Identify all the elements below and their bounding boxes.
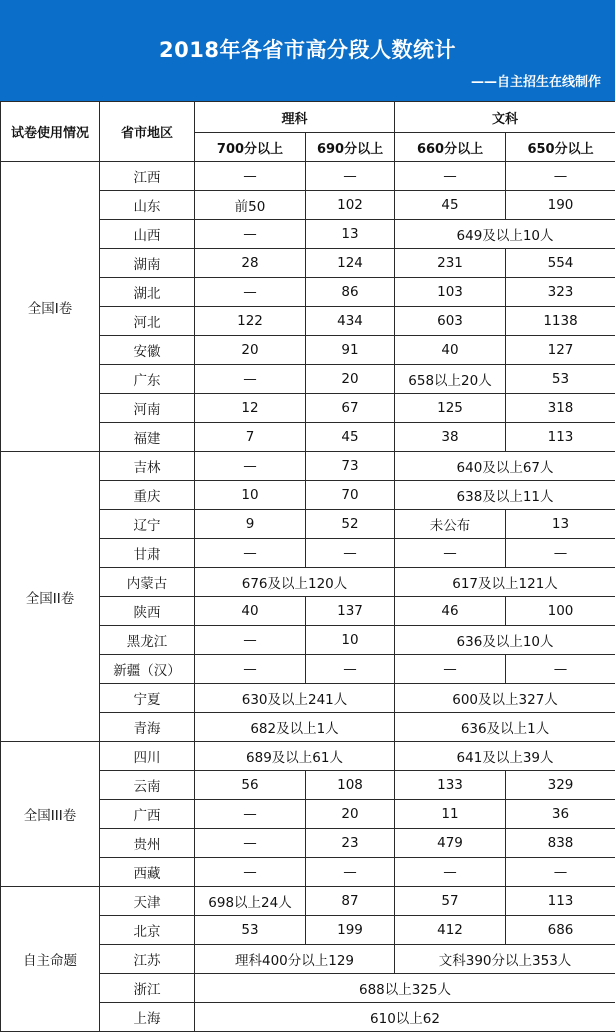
region-cell: 天津	[100, 887, 195, 916]
value-cell: —	[306, 655, 395, 684]
region-cell: 吉林	[100, 452, 195, 481]
region-cell: 上海	[100, 1003, 195, 1032]
value-cell: 20	[195, 336, 306, 365]
value-cell: 412	[395, 916, 506, 945]
region-cell: 青海	[100, 713, 195, 742]
value-cell: 53	[195, 916, 306, 945]
value-cell: 231	[395, 249, 506, 278]
value-cell: 113	[506, 887, 615, 916]
header-row-1	[1, 102, 615, 133]
region-cell: 江西	[100, 162, 195, 191]
region-cell: 山西	[100, 220, 195, 249]
value-cell: 610以上62	[195, 1003, 615, 1032]
region-cell: 江苏	[100, 945, 195, 974]
value-cell: —	[195, 220, 306, 249]
region-cell: 新疆（汉）	[100, 655, 195, 684]
score-table	[0, 101, 615, 1032]
region-cell: 甘肃	[100, 539, 195, 568]
value-cell: 641及以上39人	[395, 742, 615, 771]
value-cell: 20	[306, 800, 395, 829]
value-cell: —	[195, 278, 306, 307]
col-exam-type: 试卷使用情况	[1, 102, 100, 162]
value-cell: 未公布	[395, 510, 506, 539]
value-cell: 434	[306, 307, 395, 336]
value-cell: 13	[506, 510, 615, 539]
region-cell: 广西	[100, 800, 195, 829]
value-cell: 45	[306, 423, 395, 452]
value-cell: —	[195, 539, 306, 568]
col-science: 理科	[195, 102, 395, 133]
col-sci-700: 700分以上	[195, 133, 306, 162]
value-cell: 133	[395, 771, 506, 800]
value-cell: 10	[195, 481, 306, 510]
value-cell: —	[195, 829, 306, 858]
value-cell: 323	[506, 278, 615, 307]
region-cell: 安徽	[100, 336, 195, 365]
value-cell: 636及以上10人	[395, 626, 615, 655]
value-cell: 38	[395, 423, 506, 452]
value-cell: —	[195, 800, 306, 829]
value-cell: —	[506, 539, 615, 568]
value-cell: 689及以上61人	[195, 742, 395, 771]
value-cell: 13	[306, 220, 395, 249]
value-cell: 53	[506, 365, 615, 394]
value-cell: —	[195, 452, 306, 481]
value-cell: 638及以上11人	[395, 481, 615, 510]
region-cell: 黑龙江	[100, 626, 195, 655]
value-cell: 70	[306, 481, 395, 510]
region-cell: 陕西	[100, 597, 195, 626]
region-cell: 四川	[100, 742, 195, 771]
value-cell: 40	[395, 336, 506, 365]
value-cell: —	[395, 655, 506, 684]
region-cell: 内蒙古	[100, 568, 195, 597]
value-cell: —	[306, 539, 395, 568]
exam-group-label: 全国II卷	[1, 452, 100, 742]
region-cell: 西藏	[100, 858, 195, 887]
value-cell: —	[195, 162, 306, 191]
value-cell: 10	[306, 626, 395, 655]
region-cell: 广东	[100, 365, 195, 394]
value-cell: —	[395, 162, 506, 191]
value-cell: 1138	[506, 307, 615, 336]
value-cell: 87	[306, 887, 395, 916]
page-subtitle: ——自主招生在线制作	[470, 75, 601, 90]
value-cell: 20	[306, 365, 395, 394]
value-cell: 100	[506, 597, 615, 626]
value-cell: 67	[306, 394, 395, 423]
value-cell: 640及以上67人	[395, 452, 615, 481]
value-cell: —	[195, 626, 306, 655]
value-cell: 91	[306, 336, 395, 365]
banner-header	[0, 0, 615, 101]
col-region: 省市地区	[100, 102, 195, 162]
value-cell: 617及以上121人	[395, 568, 615, 597]
col-lib-660: 660分以上	[395, 133, 506, 162]
value-cell: 630及以上241人	[195, 684, 395, 713]
value-cell: —	[306, 162, 395, 191]
value-cell: 137	[306, 597, 395, 626]
value-cell: 理科400分以上129	[195, 945, 395, 974]
value-cell: —	[395, 858, 506, 887]
value-cell: 108	[306, 771, 395, 800]
value-cell: 698以上24人	[195, 887, 306, 916]
value-cell: 199	[306, 916, 395, 945]
table-row	[1, 162, 615, 191]
region-cell: 福建	[100, 423, 195, 452]
value-cell: 11	[395, 800, 506, 829]
value-cell: 56	[195, 771, 306, 800]
value-cell: 682及以上1人	[195, 713, 395, 742]
region-cell: 云南	[100, 771, 195, 800]
value-cell: 57	[395, 887, 506, 916]
region-cell: 湖南	[100, 249, 195, 278]
region-cell: 重庆	[100, 481, 195, 510]
value-cell: 838	[506, 829, 615, 858]
exam-group-label: 全国I卷	[1, 162, 100, 452]
value-cell: 文科390分以上353人	[395, 945, 615, 974]
value-cell: —	[506, 858, 615, 887]
value-cell: 86	[306, 278, 395, 307]
value-cell: 554	[506, 249, 615, 278]
value-cell: 前50	[195, 191, 306, 220]
value-cell: 46	[395, 597, 506, 626]
region-cell: 北京	[100, 916, 195, 945]
value-cell: 190	[506, 191, 615, 220]
value-cell: 9	[195, 510, 306, 539]
value-cell: —	[195, 365, 306, 394]
value-cell: —	[506, 655, 615, 684]
value-cell: 686	[506, 916, 615, 945]
region-cell: 辽宁	[100, 510, 195, 539]
value-cell: 12	[195, 394, 306, 423]
table-row	[1, 452, 615, 481]
value-cell: 102	[306, 191, 395, 220]
value-cell: 329	[506, 771, 615, 800]
region-cell: 河北	[100, 307, 195, 336]
value-cell: 52	[306, 510, 395, 539]
value-cell: 7	[195, 423, 306, 452]
value-cell: 40	[195, 597, 306, 626]
region-cell: 河南	[100, 394, 195, 423]
value-cell: 676及以上120人	[195, 568, 395, 597]
value-cell: 28	[195, 249, 306, 278]
value-cell: 113	[506, 423, 615, 452]
table-row	[1, 742, 615, 771]
value-cell: 649及以上10人	[395, 220, 615, 249]
value-cell: 318	[506, 394, 615, 423]
value-cell: 23	[306, 829, 395, 858]
exam-group-label: 自主命题	[1, 887, 100, 1032]
value-cell: —	[306, 858, 395, 887]
region-cell: 浙江	[100, 974, 195, 1003]
value-cell: 688以上325人	[195, 974, 615, 1003]
region-cell: 山东	[100, 191, 195, 220]
value-cell: 479	[395, 829, 506, 858]
value-cell: 36	[506, 800, 615, 829]
region-cell: 湖北	[100, 278, 195, 307]
col-liberal-arts: 文科	[395, 102, 615, 133]
value-cell: 636及以上1人	[395, 713, 615, 742]
region-cell: 贵州	[100, 829, 195, 858]
exam-group-label: 全国III卷	[1, 742, 100, 887]
value-cell: —	[195, 858, 306, 887]
value-cell: 45	[395, 191, 506, 220]
value-cell: 103	[395, 278, 506, 307]
value-cell: —	[195, 655, 306, 684]
value-cell: 600及以上327人	[395, 684, 615, 713]
value-cell: 603	[395, 307, 506, 336]
region-cell: 宁夏	[100, 684, 195, 713]
value-cell: —	[506, 162, 615, 191]
value-cell: 122	[195, 307, 306, 336]
value-cell: 658以上20人	[395, 365, 506, 394]
value-cell: 125	[395, 394, 506, 423]
page-title: 2018年各省市高分段人数统计	[159, 38, 456, 62]
col-sci-690: 690分以上	[306, 133, 395, 162]
value-cell: 127	[506, 336, 615, 365]
value-cell: —	[395, 539, 506, 568]
value-cell: 124	[306, 249, 395, 278]
value-cell: 73	[306, 452, 395, 481]
table-row	[1, 887, 615, 916]
col-lib-650: 650分以上	[506, 133, 615, 162]
